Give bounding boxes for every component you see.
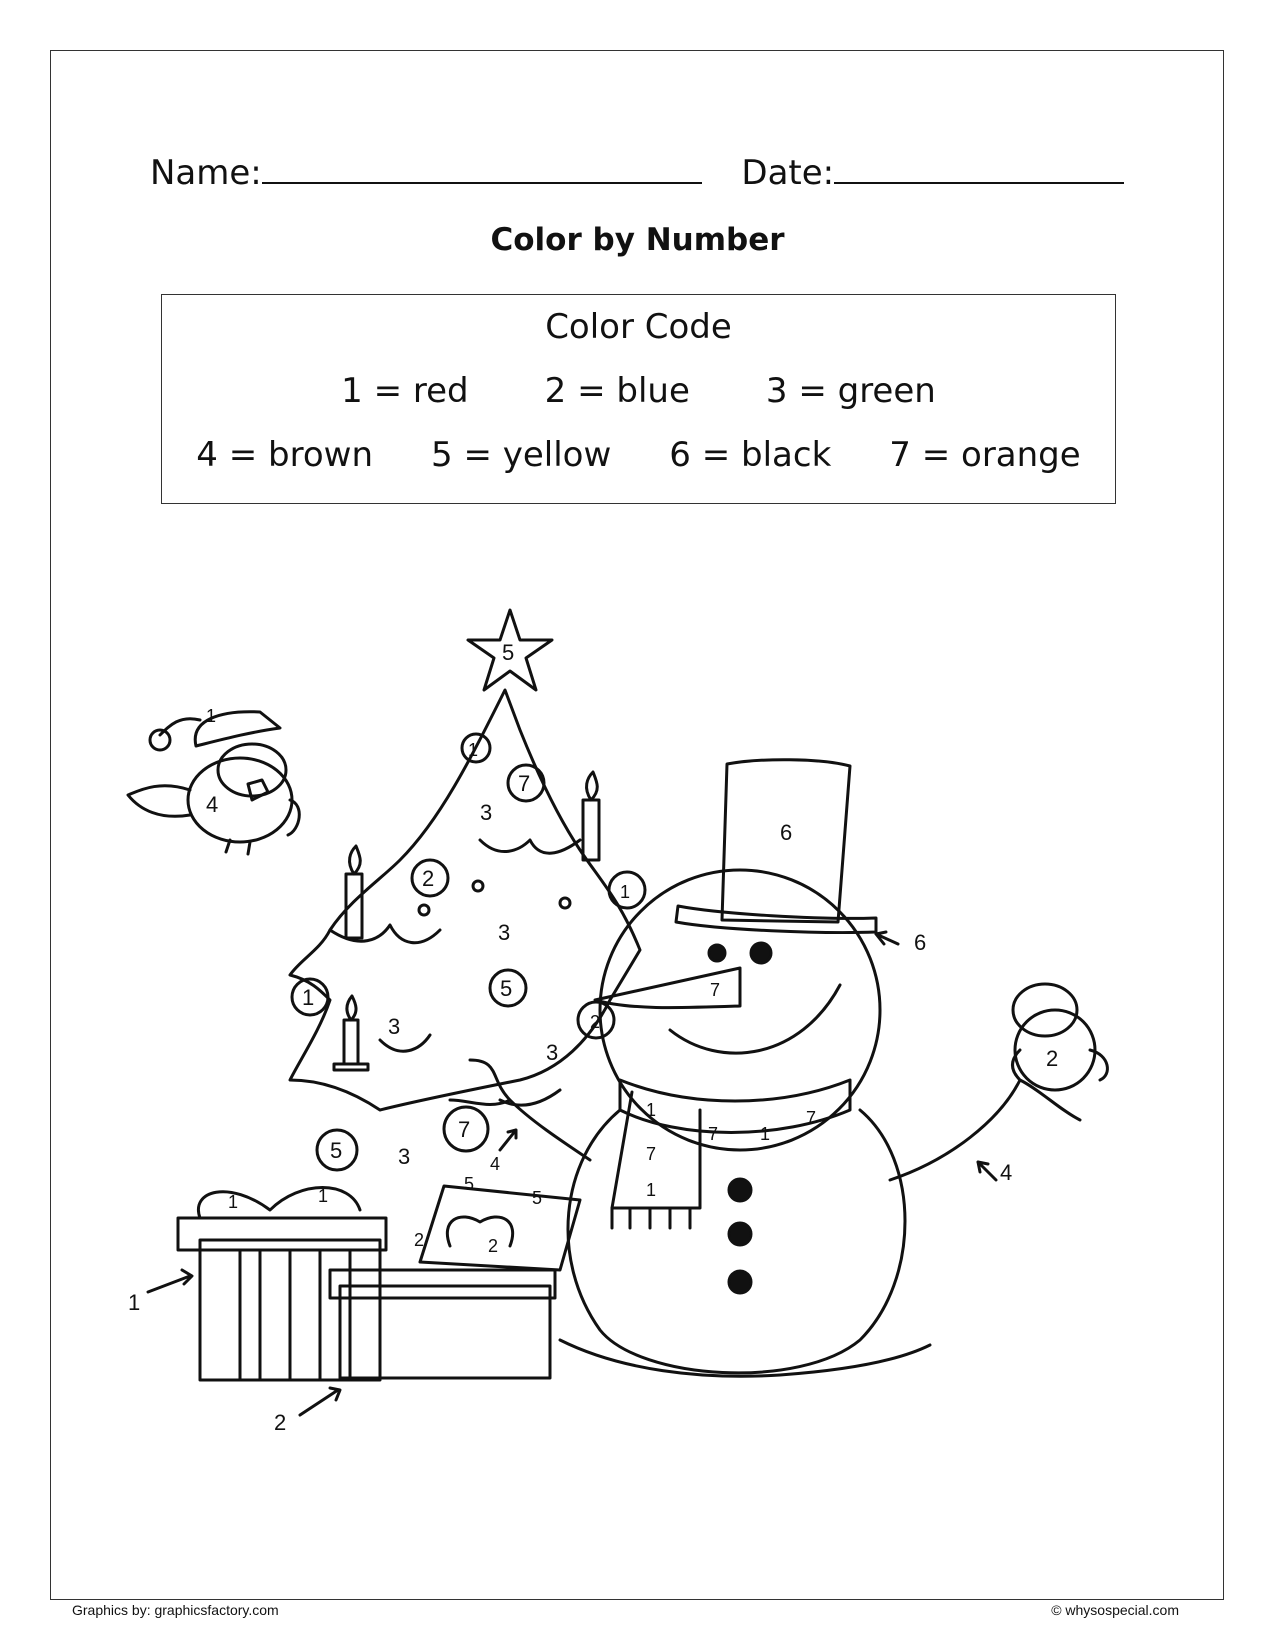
gift-number: 2 (488, 1236, 499, 1256)
candle (583, 800, 599, 860)
tree-number: 3 (480, 800, 493, 825)
star-number: 5 (502, 640, 515, 665)
ornament-number: 1 (302, 985, 315, 1010)
hat-brim (676, 906, 876, 933)
ornament-number: 2 (422, 866, 435, 891)
ornament-number: 2 (590, 1012, 601, 1032)
candle (344, 1020, 358, 1064)
gift-back (420, 1186, 580, 1270)
ornament-number: 7 (518, 771, 531, 796)
arm-left-number: 4 (490, 1154, 501, 1174)
code-item: 3 = green (765, 371, 936, 411)
gift-number: 2 (274, 1410, 287, 1435)
scarf-number: 7 (646, 1144, 657, 1164)
footer-credit: Graphics by: graphicsfactory.com (72, 1602, 279, 1618)
code-item: 2 = blue (544, 371, 690, 411)
gift-number: 5 (464, 1174, 475, 1194)
scarf-number: 1 (646, 1180, 657, 1200)
bird-left-body-number: 4 (206, 792, 219, 817)
code-item: 1 = red (341, 371, 469, 411)
nose-number: 7 (710, 980, 721, 1000)
tree-number: 3 (498, 920, 511, 945)
code-item: 5 = yellow (431, 435, 612, 475)
ornament-number: 1 (468, 740, 479, 760)
arm-right-number: 4 (1000, 1160, 1013, 1185)
gift-number: 1 (228, 1192, 239, 1212)
bird-left-hat-number: 1 (206, 706, 217, 726)
gift-number: 5 (532, 1188, 543, 1208)
code-item: 4 = brown (196, 435, 374, 475)
bird-right-number: 2 (1046, 1046, 1059, 1071)
scarf-number: 1 (760, 1124, 771, 1144)
page-title: Color by Number (490, 222, 785, 258)
footer-copyright: © whysospecial.com (1051, 1602, 1179, 1618)
gift-number: 1 (128, 1290, 141, 1315)
tree-number: 3 (388, 1014, 401, 1039)
gift-number: 2 (414, 1230, 425, 1250)
gift-front (340, 1286, 550, 1378)
color-code-title: Color Code (545, 307, 732, 347)
hat-brim-number: 6 (914, 930, 927, 955)
scarf-number: 7 (708, 1124, 719, 1144)
hat-number: 6 (780, 820, 793, 845)
code-item: 6 = black (669, 435, 832, 475)
ornament-number: 5 (330, 1138, 343, 1163)
ornament-number: 7 (458, 1117, 471, 1142)
name-label: Name: (150, 153, 262, 193)
tree-number: 3 (398, 1144, 411, 1169)
tree-number: 3 (546, 1040, 559, 1065)
gift-number: 1 (318, 1186, 329, 1206)
ornament-number: 1 (620, 882, 631, 902)
scarf-number: 7 (806, 1108, 817, 1128)
code-item: 7 = orange (889, 435, 1081, 475)
ornament-number: 5 (500, 976, 513, 1001)
scarf-number: 1 (646, 1100, 657, 1120)
bird-left-body (188, 758, 292, 842)
date-label: Date: (741, 153, 835, 193)
